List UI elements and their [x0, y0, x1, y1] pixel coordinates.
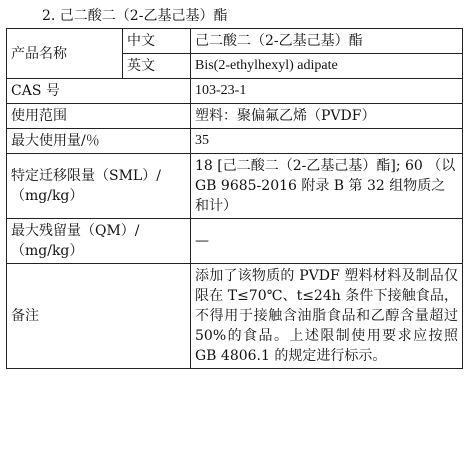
- sml-label: 特定迁移限量（SML）/（mg/kg）: [7, 154, 191, 219]
- sml-value: 18 [己二酸二（2-乙基己基）酯]; 60 （以 GB 9685-2016 附录 B 第 32 组物质之和计）: [191, 154, 463, 219]
- row-scope: [7, 104, 463, 129]
- substance-table: [6, 28, 463, 369]
- chinese-name-label: 中文: [123, 29, 191, 54]
- qm-value: —: [191, 219, 463, 264]
- row-product-name-cn: [7, 29, 463, 54]
- english-name-value: Bis(2-ethylhexyl) adipate: [191, 54, 463, 79]
- scope-label: 使用范围: [7, 104, 191, 129]
- max-use-label: 最大使用量/％: [7, 129, 191, 154]
- row-remark: [7, 264, 463, 369]
- qm-label: 最大残留量（QM）/（mg/kg）: [7, 219, 191, 264]
- section-heading: 2. 己二酸二（2-乙基己基）酯: [42, 8, 228, 24]
- row-sml: [7, 154, 463, 219]
- row-qm: [7, 219, 463, 264]
- row-max-use: [7, 129, 463, 154]
- cas-value: 103-23-1: [191, 79, 463, 104]
- english-name-label: 英文: [123, 54, 191, 79]
- remark-label: 备注: [7, 264, 191, 369]
- cas-label: CAS 号: [7, 79, 191, 104]
- product-name-label: 产品名称: [7, 29, 123, 79]
- max-use-value: 35: [191, 129, 463, 154]
- scope-value: 塑料：聚偏氟乙烯（PVDF）: [191, 104, 463, 129]
- row-cas: [7, 79, 463, 104]
- remark-value: 添加了该物质的 PVDF 塑料材料及制品仅限在 T≤70℃、t≤24h 条件下接触食品，不得用于接触含油脂食品和乙醇含量超过 50%的食品。上述限制使用要求应按照 GB 4806.1 的规定进行标示。: [191, 264, 463, 369]
- chinese-name-value: 己二酸二（2-乙基己基）酯: [191, 29, 463, 54]
